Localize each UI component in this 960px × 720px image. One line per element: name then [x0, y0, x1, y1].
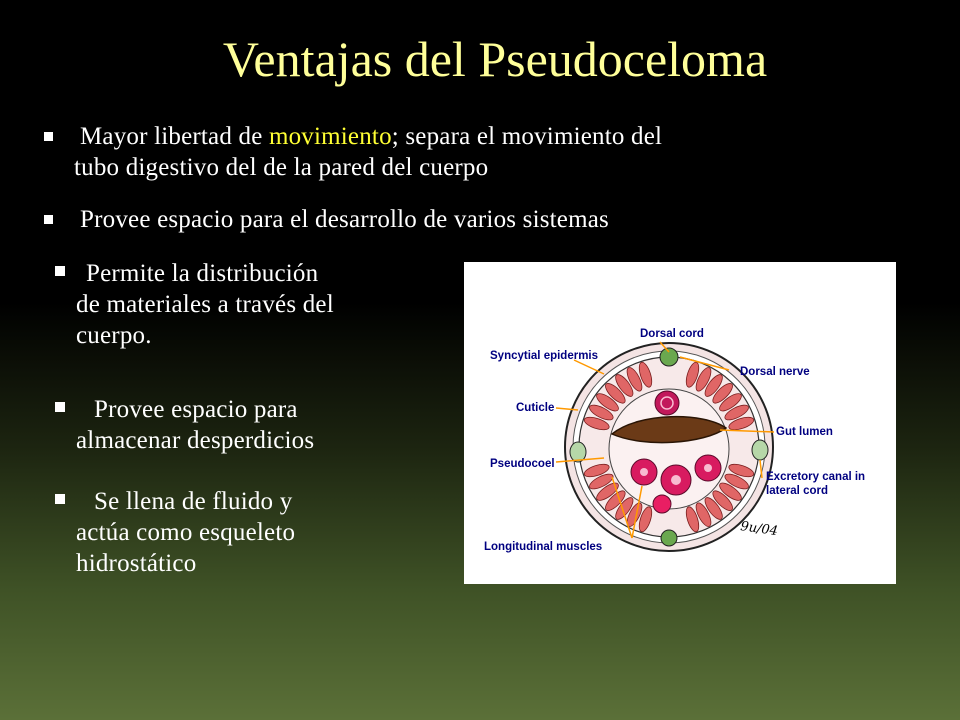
- label-excretory-canal: Excretory canal in: [766, 471, 866, 483]
- label-cuticle: Cuticle: [516, 402, 555, 414]
- subbullet-line: cuerpo.: [76, 322, 152, 349]
- bullet-text-end: ; separa el movimiento del: [391, 123, 663, 150]
- subbullet-line: almacenar desperdicios: [76, 427, 315, 454]
- subbullet-line: hidrostático: [76, 550, 197, 577]
- square-bullet-icon: [44, 215, 53, 224]
- label-gut-lumen: Gut lumen: [776, 426, 833, 438]
- subbullet-distribution: [50, 258, 430, 351]
- square-bullet-icon: [44, 132, 53, 141]
- gonad: [653, 495, 671, 513]
- lateral-cord-right: [752, 440, 768, 460]
- page-title: Ventajas del Pseudoceloma: [222, 31, 768, 87]
- subbullet-text: [50, 486, 430, 579]
- subbullet-line: de materiales a través del: [76, 291, 334, 318]
- label-dorsal-nerve: Dorsal nerve: [740, 366, 810, 378]
- subbullet-line: Provee espacio para: [94, 396, 298, 423]
- dorsal-organ: [655, 391, 679, 415]
- nematode-cross-section-figure: [464, 262, 896, 584]
- bullet-highlight: movimiento: [268, 123, 392, 150]
- square-subbullet-icon: [55, 494, 65, 504]
- bullet-text: Provee espacio para el desarrollo de varios sistemas: [80, 206, 609, 233]
- dorsal-cord: [660, 348, 678, 366]
- bullet-text: [44, 121, 924, 183]
- cross-section-drawing: [464, 262, 896, 584]
- artist-signature: 9u/04: [739, 519, 779, 540]
- square-subbullet-icon: [55, 266, 65, 276]
- bullet-freedom-of-movement: [44, 121, 924, 183]
- gonad-detail: [671, 475, 681, 485]
- subbullet-text: [50, 394, 430, 456]
- subbullet-waste-storage: [50, 394, 430, 456]
- label-syncytial-epidermis: Syncytial epidermis: [490, 350, 599, 362]
- bullet-space-for-systems: [44, 204, 924, 235]
- label-longitudinal-muscles: Longitudinal muscles: [484, 541, 603, 553]
- subbullet-line: Se llena de fluido y: [94, 488, 293, 515]
- bullet-text-line2: tubo digestivo del de la pared del cuerpo: [74, 154, 489, 181]
- subbullet-hydrostatic: [50, 486, 430, 579]
- label-lateral-cord: lateral cord: [766, 485, 828, 497]
- gonad-detail: [704, 464, 712, 472]
- ventral-cord: [661, 530, 677, 546]
- label-pseudocoel: Pseudocoel: [490, 458, 555, 470]
- label-dorsal-cord: Dorsal cord: [640, 328, 704, 340]
- bullet-text-start: Mayor libertad de: [80, 123, 269, 150]
- square-subbullet-icon: [55, 402, 65, 412]
- gonad-detail: [640, 468, 648, 476]
- subbullet-text: [50, 258, 430, 351]
- subbullet-line: Permite la distribución: [86, 260, 319, 287]
- subbullet-line: actúa como esqueleto: [76, 519, 296, 546]
